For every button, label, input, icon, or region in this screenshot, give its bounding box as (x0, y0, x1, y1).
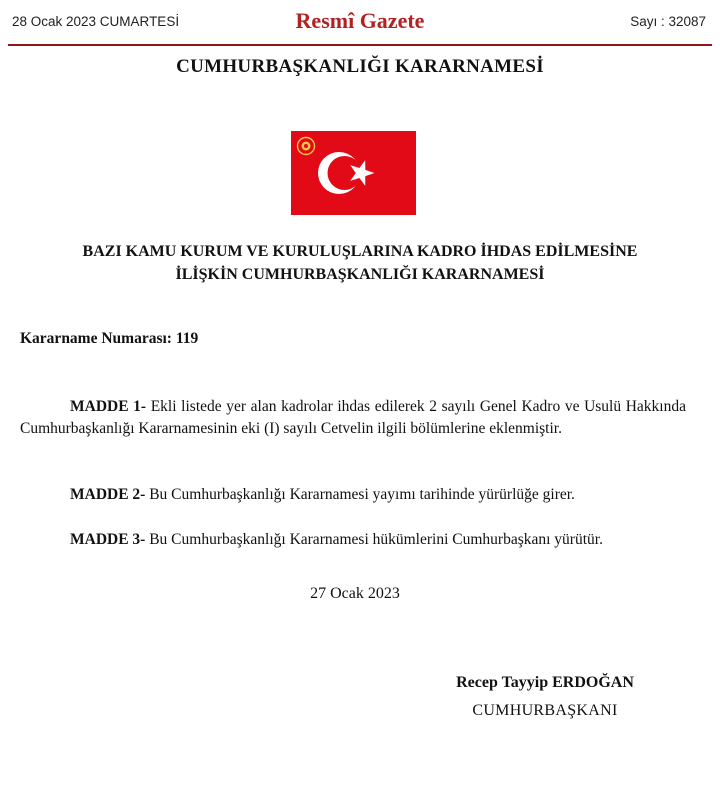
signatory-name: Recep Tayyip ERDOĞAN (456, 674, 634, 691)
decree-title (20, 240, 700, 286)
article-2 (20, 484, 686, 506)
decree-title-line2: İLİŞKİN CUMHURBAŞKANLIĞI KARARNAMESİ (175, 266, 545, 283)
publication-date: 28 Ocak 2023 CUMARTESİ (12, 14, 180, 29)
header-divider (8, 44, 712, 46)
article-3 (20, 529, 686, 551)
turkish-flag-icon (291, 131, 416, 215)
article-1-text: Ekli listede yer alan kadrolar ihdas edilerek 2 sayılı Genel Kadro ve Usulü Hakkında Cumhurbaşkanlığı Kararnamesinin eki (I) sayılı Cetvelin ilgili bölümlerine eklenmiştir. (20, 398, 686, 437)
article-1 (20, 396, 686, 440)
signature-date: 27 Ocak 2023 (310, 585, 400, 602)
gazette-name: Resmî Gazete (295, 8, 425, 33)
article-3-label: MADDE 3- (70, 531, 146, 548)
signatory-title: CUMHURBAŞKANI (472, 702, 618, 719)
article-2-text: Bu Cumhurbaşkanlığı Kararnamesi yayımı tarihinde yürürlüğe girer. (145, 486, 575, 503)
document-type-heading: CUMHURBAŞKANLIĞI KARARNAMESİ (176, 56, 544, 77)
gazette-header (0, 0, 720, 46)
decree-number: Kararname Numarası: 119 (20, 330, 199, 347)
article-3-text: Bu Cumhurbaşkanlığı Kararnamesi hükümlerini Cumhurbaşkanı yürütür. (145, 531, 603, 548)
article-2-label: MADDE 2- (70, 486, 146, 503)
article-1-label: MADDE 1- (70, 398, 147, 415)
issue-number: Sayı : 32087 (630, 14, 706, 29)
decree-title-line1: BAZI KAMU KURUM VE KURULUŞLARINA KADRO İHDAS EDİLMESİNE (82, 243, 638, 260)
